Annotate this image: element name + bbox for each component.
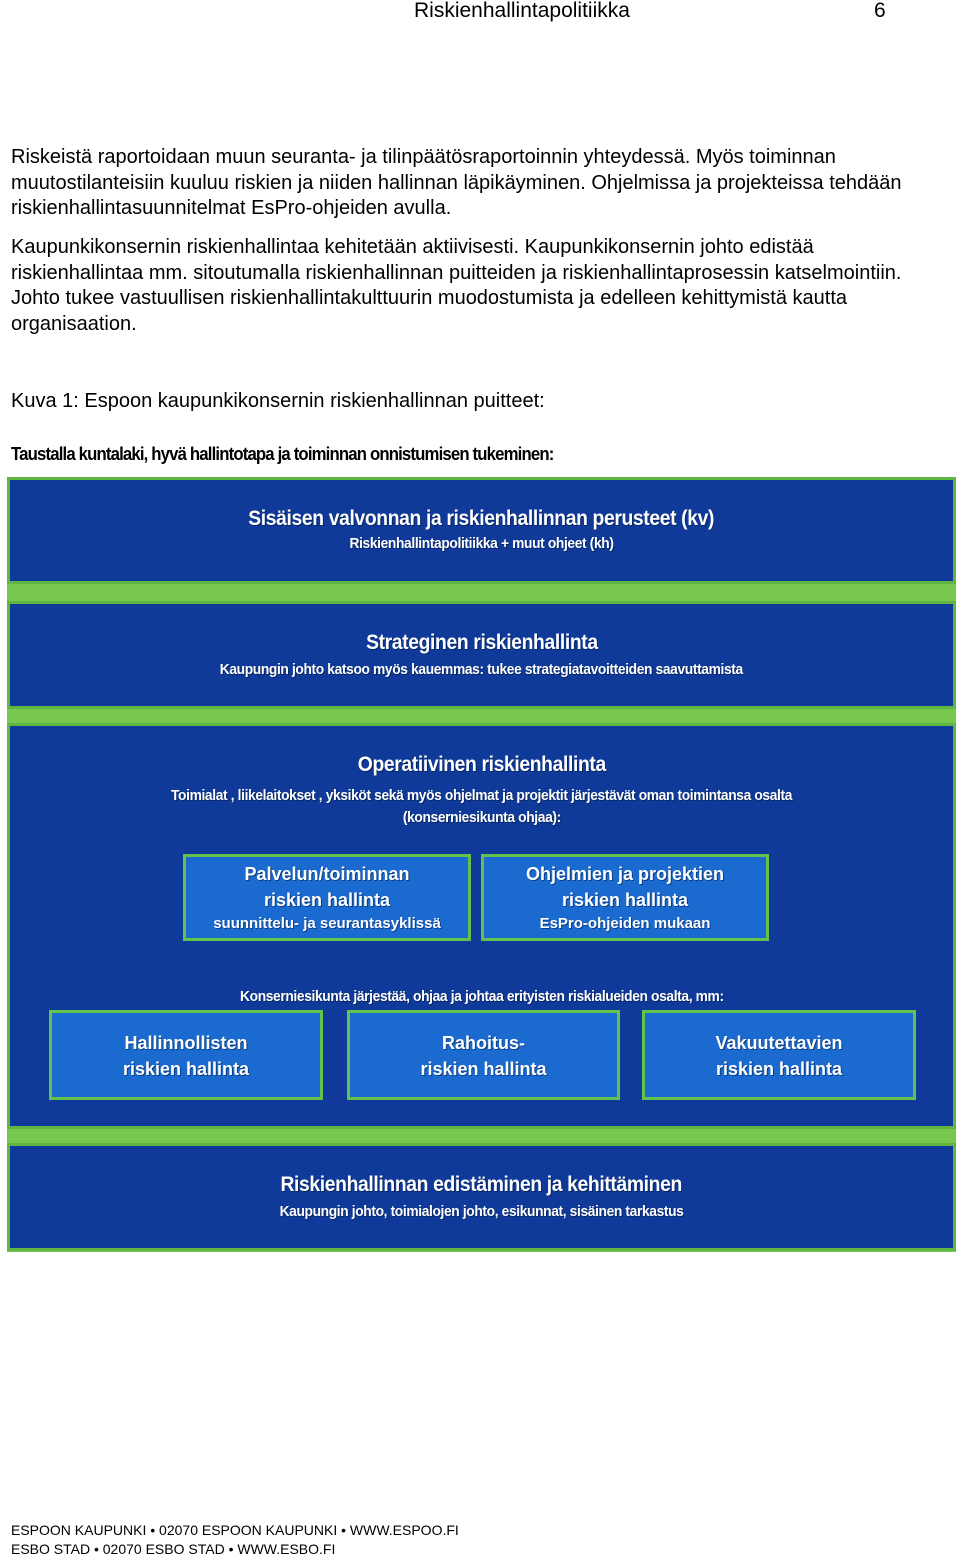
band-subtitle: Riskienhallintapolitiikka + muut ohjeet (kh) bbox=[349, 535, 614, 552]
box-admin-risk bbox=[49, 1010, 323, 1100]
box-finance-risk bbox=[347, 1010, 620, 1100]
band-title: Strateginen riskienhallinta bbox=[365, 631, 598, 654]
figure-caption: Kuva 1: Espoon kaupunkikonsernin riskienhallinnan puitteet: bbox=[11, 390, 545, 412]
band-title: Sisäisen valvonnan ja riskienhallinnan perusteet (kv) bbox=[248, 507, 715, 530]
page-number: 6 bbox=[874, 0, 886, 22]
band-subtitle: Kaupungin johto, toimialojen johto, esikunnat, sisäinen tarkastus bbox=[279, 1203, 684, 1220]
footer-line-2: ESBO STAD • 02070 ESBO STAD • WWW.ESBO.FI bbox=[11, 1541, 336, 1557]
mid-text: Konserniesikunta järjestää, ohjaa ja johtaa erityisten riskialueiden osalta, mm: bbox=[239, 988, 724, 1005]
band-subtitle: Kaupungin johto katsoo myös kauemmas: tukee strategiatavoitteiden saavuttamista bbox=[219, 661, 744, 678]
box-line: Palvelun/toiminnan bbox=[244, 864, 410, 884]
box-line: Rahoitus- bbox=[442, 1033, 525, 1053]
page-header bbox=[0, 0, 960, 22]
box-program-risk bbox=[481, 854, 769, 941]
document-title: Riskienhallintapolitiikka bbox=[414, 0, 630, 22]
box-insurance-risk bbox=[642, 1010, 916, 1100]
band-title: Operatiivinen riskienhallinta bbox=[357, 753, 606, 776]
band-title: Riskienhallinnan edistäminen ja kehittäminen bbox=[280, 1173, 683, 1196]
footer-line-1: ESPOON KAUPUNKI • 02070 ESPOON KAUPUNKI • WWW.ESPOO.FI bbox=[11, 1522, 459, 1538]
band-subtitle-line1: Toimialat , liikelaitokset , yksiköt sekä myös ohjelmat ja projektit järjestävät oman toimintansa osalta bbox=[170, 787, 793, 804]
box-line: riskien hallinta bbox=[122, 1059, 250, 1079]
box-line: Vakuutettavien bbox=[715, 1033, 843, 1053]
box-line: EsPro-ohjeiden mukaan bbox=[539, 915, 711, 932]
band-subtitle-line2: (konserniesikunta ohjaa): bbox=[402, 809, 561, 826]
band-strategic bbox=[7, 601, 956, 709]
box-line: riskien hallinta bbox=[263, 890, 391, 910]
box-line: riskien hallinta bbox=[715, 1059, 843, 1079]
paragraph-2: Kaupunkikonsernin riskienhallintaa kehitetään aktiivisesti. Kaupunkikonsernin johto edistää riskienhallintaa mm. sitoutumalla riskienhallinnan puitteiden ja riskienhallintaprosessin katselmointiin. Johto tukee vastuullisen riskienhallintakulttuurin muodostumista ja edelleen kehittymistä kautta organisaation. bbox=[11, 236, 902, 335]
band-development bbox=[7, 1143, 956, 1251]
box-line: Ohjelmien ja projektien bbox=[525, 864, 725, 884]
box-service-risk bbox=[183, 854, 471, 941]
band-internal-control bbox=[7, 477, 956, 584]
paragraph-1: Riskeistä raportoidaan muun seuranta- ja tilinpäätösraportoinnin yhteydessä. Myös toiminnan muutostilanteisiin kuuluu riskien ja niiden hallinnan läpikäyminen. Ohjelmissa ja projekteissa tehdään riskienhallintasuunnitelmat EsPro-ohjeiden avulla. bbox=[11, 146, 902, 219]
box-line: riskien hallinta bbox=[561, 890, 689, 910]
box-line: riskien hallinta bbox=[420, 1059, 547, 1079]
box-line: suunnittelu- ja seurantasyklissä bbox=[213, 915, 441, 932]
diagram-subtitle: Taustalla kuntalaki, hyvä hallintotapa ja toiminnan onnistumisen tukeminen: bbox=[11, 444, 554, 464]
box-line: Hallinnollisten bbox=[124, 1033, 248, 1053]
